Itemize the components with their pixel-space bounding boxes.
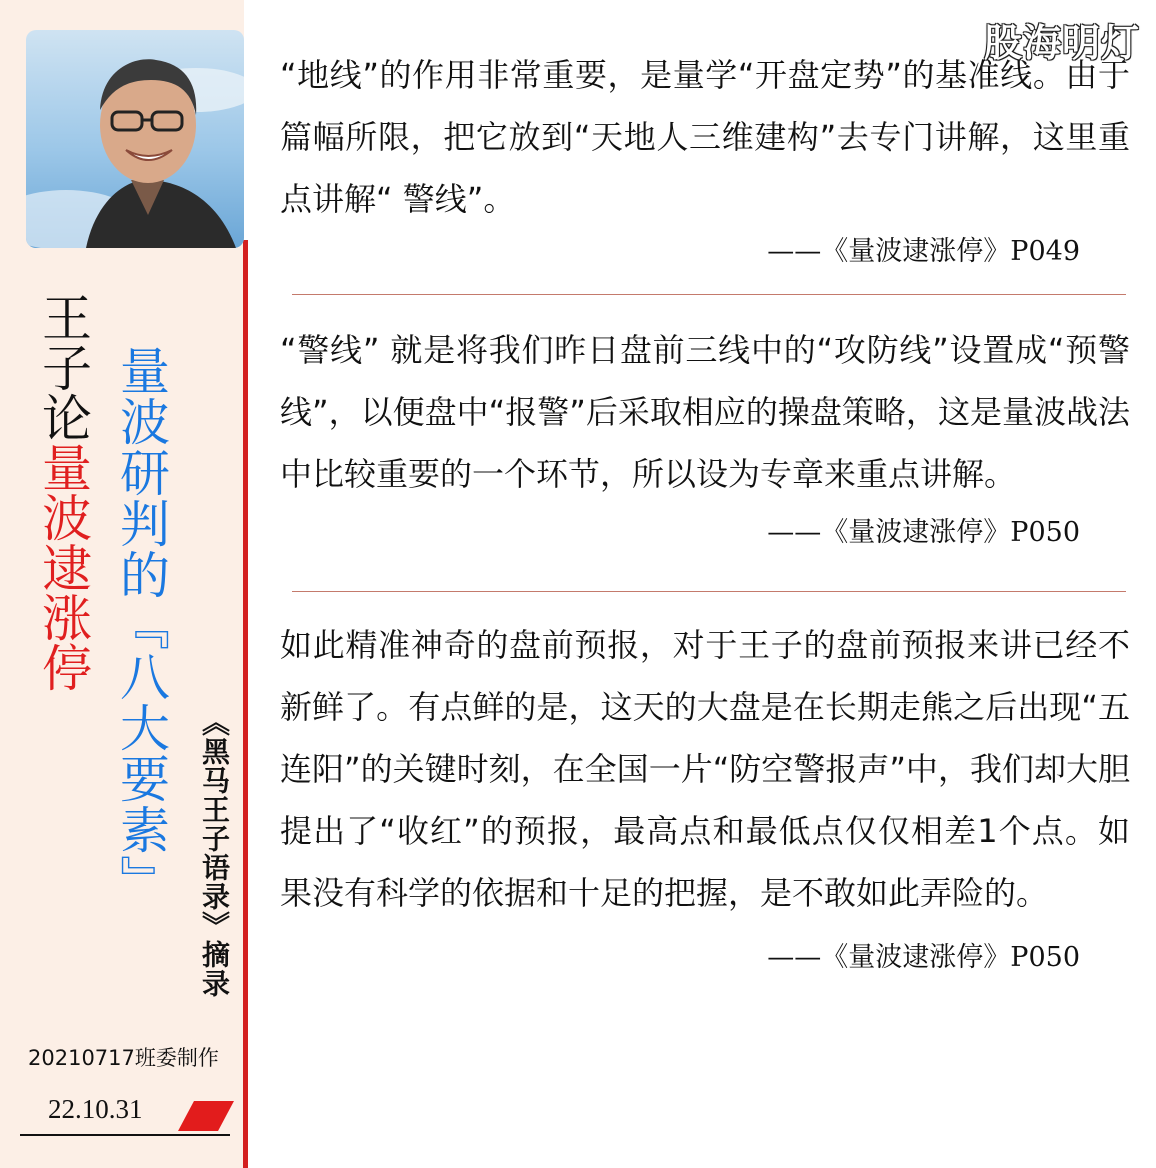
author-photo xyxy=(26,30,244,248)
date-label: 22.10.31 xyxy=(48,1094,143,1124)
title-red: 量波逮涨停 xyxy=(34,442,92,692)
separator-line xyxy=(292,591,1126,592)
quote-text: “警线” 就是将我们昨日盘前三线中的“攻防线”设置成“预警线”，以便盘中“报警”后采取相应的操盘策略，这是量波战法中比较重要的一个环节，所以设为专章来重点讲解。 xyxy=(280,331,1130,493)
quotes-column xyxy=(280,44,1130,978)
title-black: 王子论 xyxy=(34,292,92,442)
subtitle-vertical: 量波研判的『八大要素』 xyxy=(112,345,170,906)
quote-block xyxy=(280,614,1130,978)
quote-block xyxy=(280,319,1130,553)
red-divider xyxy=(243,240,248,1168)
quote-source: ——《量波逮涨停》P050 xyxy=(767,942,1080,973)
watermark: 股海明灯 xyxy=(983,21,1140,65)
maker-label: 20210717班委制作 xyxy=(28,1046,219,1070)
portrait-illustration xyxy=(26,30,244,248)
quote-text: 如此精准神奇的盘前预报，对于王子的盘前预报来讲已经不新鲜了。有点鲜的是，这天的大盘是在长期走熊之后出现“五连阳”的关键时刻，在全国一片“防空警报声”中，我们却大胆提出了“收红”的预报，最高点和最低点仅仅相差1个点。如果没有科学的依据和十足的把握，是不敢如此弄险的。 xyxy=(280,626,1130,912)
quote-source: ——《量波逮涨停》P050 xyxy=(767,517,1080,548)
separator-line xyxy=(292,294,1126,295)
date-underline xyxy=(20,1134,230,1136)
book-note-vertical: 《黑马王子语录》摘录 xyxy=(198,708,231,998)
quote-block xyxy=(280,44,1130,272)
title-vertical xyxy=(34,292,92,692)
quote-text: “地线”的作用非常重要，是量学“开盘定势”的基准线。由于篇幅所限，把它放到“天地人三维建构”去专门讲解，这里重点讲解“ 警线”。 xyxy=(280,56,1130,218)
quote-source: ——《量波逮涨停》P049 xyxy=(767,236,1080,267)
